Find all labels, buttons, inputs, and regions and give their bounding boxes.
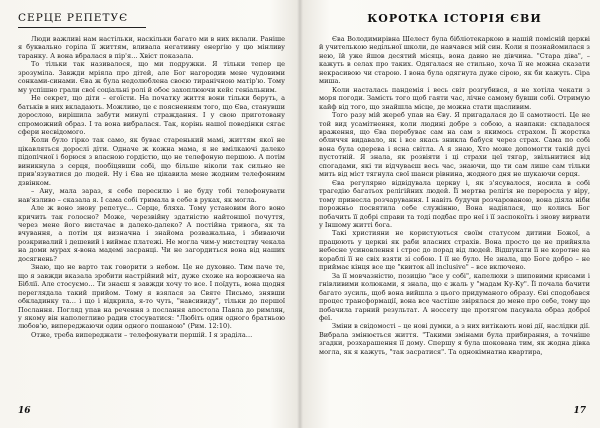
paragraph: Єва регулярно відвідувала церкву і, як з'ясувалося, носила в собі трагедію багатьох релігійних людей. Її мертва релігія не переросла у віру, тому принесла розчарування. І навіть будучи розчарованою, вона діяла ніби порожньо посвятила себе служінню, Вона надіялася, що колись Бог побачить її добрі справи та тоді подбає про неї і її заспокоїть і знову вирвати у Іншому житті бога. xyxy=(319,178,590,229)
left-page-body xyxy=(18,35,285,339)
paragraph: Коли насталась пандемія і весь світ розгубився, я не хотіла чекати з моря погоди. Замість того щоб гаяти час, лічне самому бувши собі. Отримую кайф від того, що знайшла місце, де можна стати щасливим. xyxy=(319,85,590,111)
paragraph: Того разу мій жереб упав на Єву. Я пригадалася до її самотності. Це не той вид усамітнення, коли людині добре з собою, а навпаки: складалося враження, що Єва перебуває сам на сам з якимось страхом. Її жорстка обличчя видавало, як і все якась зникла бабуся через страх. Сама по собі вона була одерева і ясна світла. А я знаю, Хто може допомогти такій дусі пустотній. Я знала, як розвіяти і ці страхи цеї тягар, звільнитися від спогадами, які ти відчуваєш весь час, знаючи, що ти сам лише сам тільки мить від міст тягнула свої шанси рівнина, жодного дня не шукаючи серця. xyxy=(319,111,590,179)
page-number: 17 xyxy=(573,406,586,416)
paragraph: – Ану, мала зараз, я себе пересилю і не буду тобі телефонувати нав'язливо – сказала я. І сама собі тримала в себе в руках, як могла. xyxy=(18,187,285,204)
paragraph: Люди важливі нам настільки, наскільки багато ми в них вклали. Раніше я буквально горіла її життям, вливала негативну енергію у цю мінливу таранку. А вона вбралася в пір'я… Хвіст показала. xyxy=(18,35,285,60)
right-page xyxy=(303,0,600,428)
paragraph: Не секрет, що діти – егоїсти. На початку життя вони тільки беруть, а батьків в них вкладають. Можливо, це є поясненням того, що Єва, станувши дорослою, вирішила забути минулі страждання. І у свою приготовану спроможний образ. І та вона вибралася. Так, корінь нашої поведінки сягає сфери несвідомого. xyxy=(18,94,285,136)
paragraph: Коли було гірко так само, як буває старенький мамі, життям якої не цікавляться дорослі діти. Одначе ж кожна мама, я не вмілкаючі далеко підопічної і борюся з власною гордістю, що не телефоную першою. А потім виникнула з серця, пообіцявши собі, що більше ніколи так сильно не прив'язуватися до людей. Ну і Єва не цікавила мене жодним телефонним дзвінком. xyxy=(18,136,285,187)
paragraph: Зміни в свідомості – це нові думки, а з них витікають нові дії, наслідки дії. Вибрала змінюється життя. "Такими змінами була прибирання, а точніше згадки, розхарашення її дому. Спершу я була шокована тим, як жодна дівка могла, як я кажуть, "так засратися". Та однокімнатна квартира, xyxy=(319,322,590,356)
left-page xyxy=(0,0,297,428)
page-number: 16 xyxy=(18,406,31,416)
paragraph: Отже, треба випереджати – телефонувати першій. І я зраділа… xyxy=(31,330,253,339)
left-page-title: СЕРЦЕ РЕПЕТУЄ xyxy=(18,12,146,28)
paragraph: Єва Володимирівна Шелест була бібліотекаркою в нашій помісній церкві й учителькою недільної школи, де навчався мій син. Коли я познайомилася з нею, їй уже йшов десятий місяць, вона давно не дівчина. "Стара діва", – кажуть в селах про таких. Одягалася не стильно, хоча її не можна сказати некрасивою чи старою. І вона була одягнута дуже сірою, як би кажуть. Сіра миша. xyxy=(319,35,590,86)
paragraph: Такі християни не користуються своїм статусом дитини Божої, а працюють у церкві як раби власних страхів. Вона просто це не прийняла небесне усиновлення і строс до порад від людей. Відшукати її не коротне на кораблі її не свіх взяти зі собою. І її не було. Не знала, що Боге добро – не приймає кінця все ще "квиток all inclusive" – все включено. xyxy=(319,229,590,272)
paragraph: Але ж воно знову репетує… Серце, бляха. Тому установим його воно кричить так голосно? Може, черезвійну здатністю найтоншої почуття, через мене його вистачає в далеко-далеко? А постійна тривога, як та вчування, а потім ця визначна і знайома розважальна, і збиваючи розкривалий і дешевий і виймає платежі. Не могла чим-у мистецтву чекала на доми мурах я-вона мадемі засранці. Чи не загордиться вона від наших досягнень? xyxy=(18,204,285,263)
right-page-body xyxy=(319,35,590,356)
paragraph: За її мовчазністю, позицію "все у собі", капелюхи з шиповими крисами і гнівливими колюками, я знала, що є жаль у "мадам Ку-Ку". Її почала бачити багато зусиль, щоб вона вийшла з цього придуманого образу. Єві сподобався процес трансформації, вона все частіше звірялася до мене про себе, тому що побачила гарний результат. А носсету ще протягом пасувала образ доброї феї. xyxy=(319,271,590,322)
paragraph: Знаю, що не варто так говорити з небом. Це не духовно. Тим паче те, що я завжди вказала зробити настрійний міт, дуже схоже на ворожнеча на Біблії. Але стосуємо… Ти знаєш я завжди хочу то все. І поїдуть, вона щодня переглядала такий прийом. Тому я взялася за Святе Письмо, знявши обкладинку та… і що і відкрила, я-то чуть, "навсивиду", тільки до першої Послання. Погляд упав на речення з послання апостола Павла до римлян, у якому він наполегливо радив стосуватися: "Любіть один одного братньою любов'ю, випереджаючи один одного пошаною" (Рим. 12:10). xyxy=(18,263,285,331)
right-page-title: КОРОТКА ІСТОРІЯ ЄВИ xyxy=(367,12,542,25)
paragraph: То тільки так називалося, що ми подружки. Я тільки тепер це зрозуміла. Завжди мріяла про дітей, але Бог нагородив мене чудовими сонками-синами. Єва ж була недолюблена своєю тиранічною матір'ю. Тому му успішно грали свої соціальні ролі й обоє захоплюючи кейс геніальним. xyxy=(18,60,285,94)
